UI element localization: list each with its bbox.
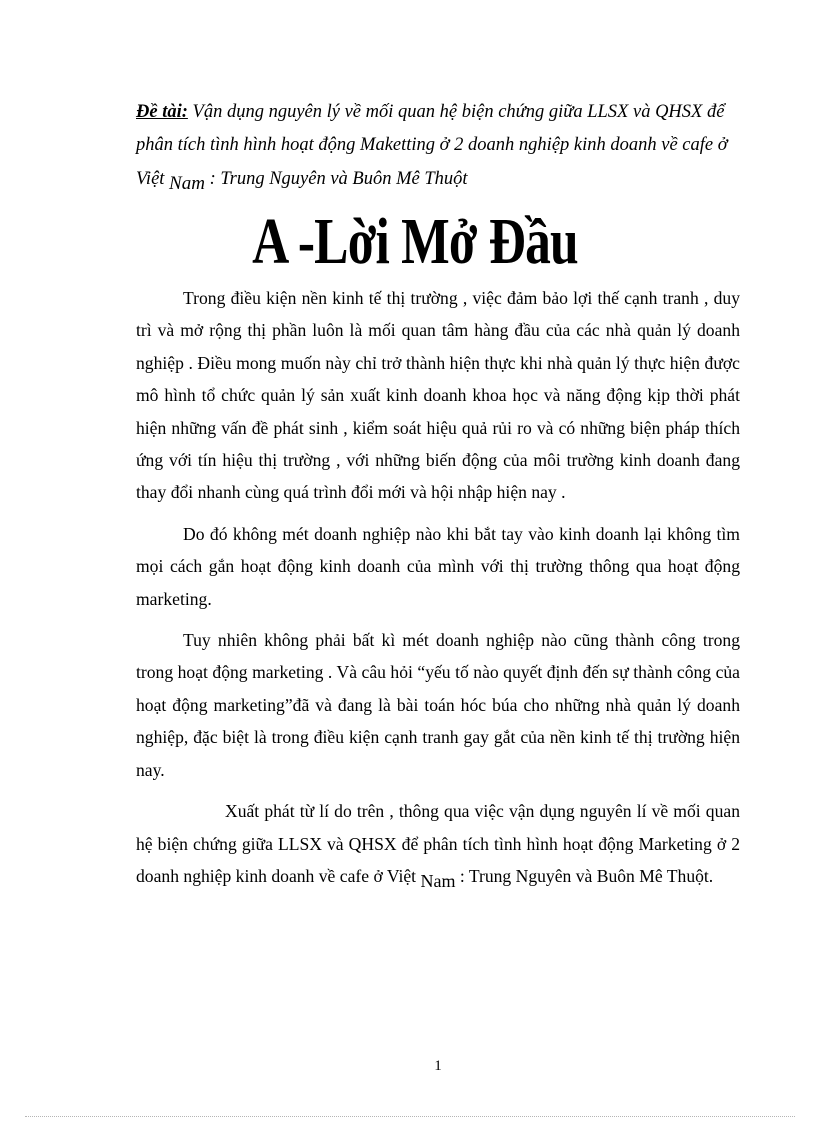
document-body [136,282,740,901]
paragraph-4-text-end: : Trung Nguyên và Buôn Mê Thuột. [455,865,714,886]
page-number: 1 [434,1058,442,1074]
topic-text-end: : Trung Nguyên và Buôn Mê Thuột [204,169,468,189]
topic-label: Đề tài: [136,102,188,122]
topic-text: Vận dụng nguyên lý về mối quan hệ biện chứng giữa LLSX và QHSX để phân tích tình hình hoạt động Maketting ở 2 doanh nghiệp kinh doanh về cafe ở Việt [136,102,728,189]
topic-statement [136,96,756,196]
paragraph-4 [136,795,740,892]
paragraph-1: Trong điều kiện nền kinh tế thị trường , việc đảm bảo lợi thế cạnh tranh , duy trì và mở rộng thị phần luôn là mối quan tâm hàng đầu của các nhà quản lý doanh nghiệp . Điều mong muốn này chỉ trở thành hiện thực khi nhà quản lý thực hiện được mô hình tổ chức quản lý sản xuất kinh doanh khoa học và năng động kịp thời phát hiện những vấn đề phát sinh , kiểm soát hiệu quả rủi ro và có những biện pháp thích ứng với tín hiệu thị trường , với những biến động của môi trường kinh doanh đang thay đổi nhanh cùng quá trình đổi mới và hội nhập hiện nay . [136,288,740,503]
paragraph-2: Do đó không mét doanh nghiệp nào khi bắt tay vào kinh doanh lại không tìm mọi cách gắn hoạt động kinh doanh của mình với thị trường thông qua hoạt động marketing. [136,523,740,609]
section-heading: A -Lời Mở Đầu [252,205,578,278]
topic-nam: Nam [169,173,205,194]
page-bottom-rule [25,1116,795,1117]
paragraph-3: Tuy nhiên không phải bất kì mét doanh nghiệp nào cũng thành công trong trong hoạt động marketing . Và câu hỏi “yếu tố nào quyết định đến sự thành công của hoạt động marketing”đã và đang là bài toán hóc búa cho những nhà quản lý doanh nghiệp, đặc biệt là trong điều kiện cạnh tranh gay gắt của nền kinh tế thị trường hiện nay. [136,630,740,780]
paragraph-4-text: Xuất phát từ lí do trên , thông qua việc vận dụng nguyên lí về mối quan hệ biện chứng giữa LLSX và QHSX để phân tích tình hình hoạt động Marketing ở 2 doanh nghiệp kinh doanh về cafe ở Việt [136,801,740,886]
paragraph-4-nam: Nam [420,870,456,891]
